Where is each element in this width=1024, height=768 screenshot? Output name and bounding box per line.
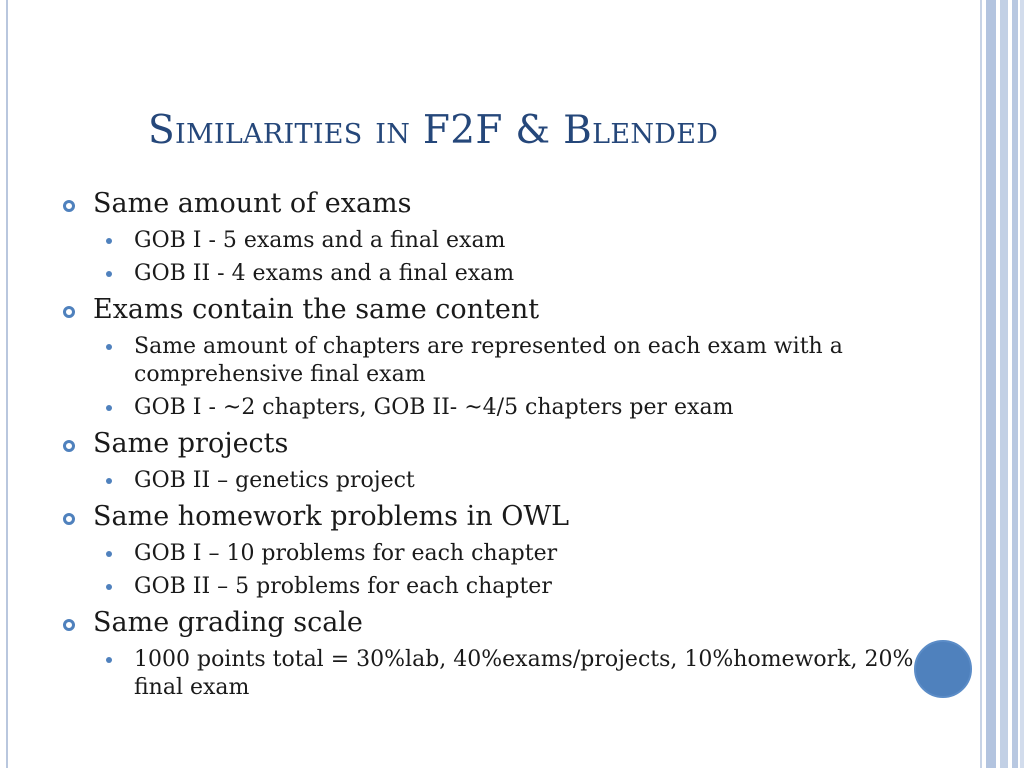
ring-bullet-icon	[63, 513, 75, 525]
ring-bullet-icon	[63, 619, 75, 631]
ring-bullet-icon	[63, 200, 75, 212]
dot-bullet-icon	[106, 271, 112, 277]
sub-bullet-item	[134, 227, 934, 255]
decorative-circle	[914, 640, 972, 698]
sub-bullet-text: GOB I - 5 exams and a final exam	[134, 228, 506, 253]
bullet-text: Same homework problems in OWL	[93, 501, 570, 532]
ring-bullet-icon	[63, 440, 75, 452]
dot-bullet-icon	[106, 584, 112, 590]
bullet-item	[62, 499, 942, 535]
sub-bullet-text: GOB II – 5 problems for each chapter	[134, 574, 552, 599]
bullet-item	[62, 605, 942, 641]
left-border-line	[6, 0, 8, 768]
sub-bullet-item	[134, 333, 934, 389]
dot-bullet-icon	[106, 405, 112, 411]
sub-bullet-text: 1000 points total = 30%lab, 40%exams/projects, 10%homework, 20% final exam	[134, 647, 914, 700]
sub-bullet-item	[134, 646, 934, 702]
dot-bullet-icon	[106, 551, 112, 557]
dot-bullet-icon	[106, 478, 112, 484]
sub-bullet-text: GOB II – genetics project	[134, 468, 415, 493]
decorative-stripe	[1020, 0, 1024, 768]
decorative-stripe	[980, 0, 982, 768]
bullet-text: Same amount of exams	[93, 188, 412, 219]
dot-bullet-icon	[106, 238, 112, 244]
bullet-item	[62, 186, 942, 222]
sub-bullet-item	[134, 394, 934, 422]
sub-bullet-text: GOB I - ~2 chapters, GOB II- ~4/5 chapters per exam	[134, 395, 734, 420]
bullet-text: Same grading scale	[93, 607, 363, 638]
sub-bullet-text: GOB II - 4 exams and a final exam	[134, 261, 515, 286]
sub-bullet-text: Same amount of chapters are represented on each exam with a comprehensive final exam	[134, 334, 843, 387]
bullet-item	[62, 292, 942, 328]
decorative-stripe	[1012, 0, 1018, 768]
bullet-item	[62, 426, 942, 462]
decorative-stripe	[986, 0, 996, 768]
dot-bullet-icon	[106, 657, 112, 663]
sub-bullet-text: GOB I – 10 problems for each chapter	[134, 541, 558, 566]
slide-title: Similarities in F2F & Blended	[148, 108, 719, 153]
sub-bullet-item	[134, 573, 934, 601]
bullet-list	[62, 182, 942, 702]
sub-bullet-item	[134, 540, 934, 568]
bullet-text: Exams contain the same content	[93, 294, 540, 325]
decorative-stripe	[1000, 0, 1008, 768]
bullet-text: Same projects	[93, 428, 289, 459]
sub-bullet-item	[134, 467, 934, 495]
dot-bullet-icon	[106, 344, 112, 350]
ring-bullet-icon	[63, 306, 75, 318]
sub-bullet-item	[134, 260, 934, 288]
